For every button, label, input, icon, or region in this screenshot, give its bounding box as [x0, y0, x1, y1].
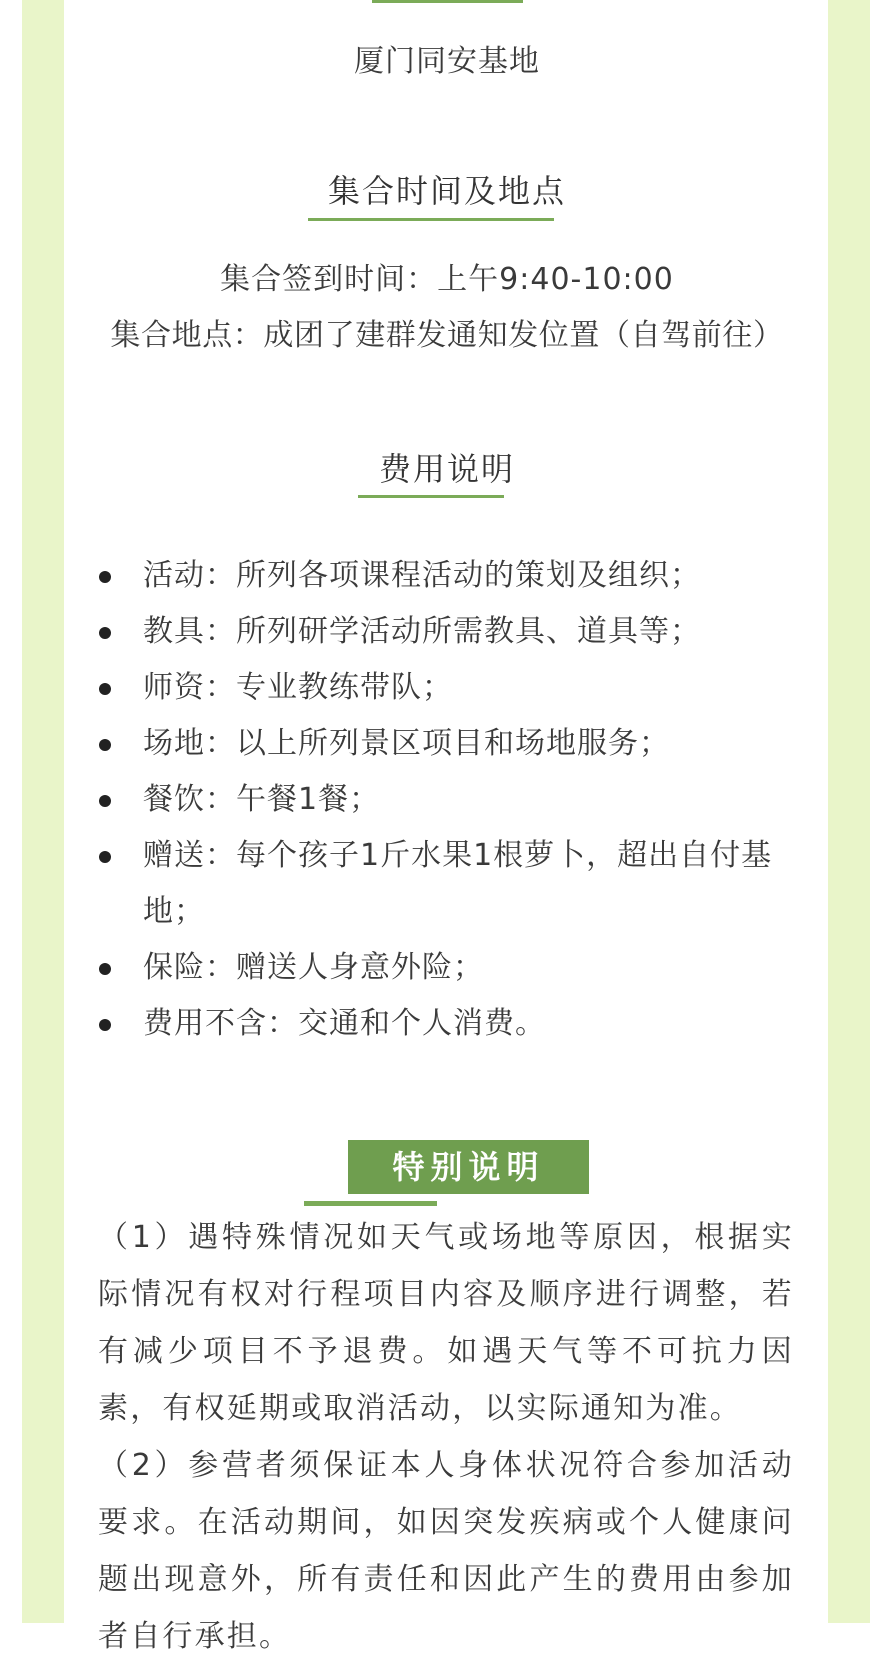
- bullet-icon: [99, 963, 111, 975]
- bullet-icon: [99, 795, 111, 807]
- list-item: 场地：以上所列景区项目和场地服务；: [96, 716, 796, 772]
- special-title-underline: [304, 1201, 437, 1206]
- bullet-icon: [99, 683, 111, 695]
- assembly-title-underline: [308, 218, 554, 221]
- fees-section-title: 费用说明: [378, 450, 515, 488]
- fees-list: [96, 548, 796, 1052]
- list-item: 餐饮：午餐1餐；: [96, 772, 796, 828]
- left-side-band: [22, 0, 64, 1623]
- fees-title-underline: [358, 495, 504, 498]
- list-item: 赠送：每个孩子1斤水果1根萝卜，超出自付基地；: [96, 828, 796, 940]
- right-side-band: [828, 0, 870, 1623]
- assembly-section-title: 集合时间及地点: [327, 172, 566, 210]
- list-item: 活动：所列各项课程活动的策划及组织；: [96, 548, 796, 604]
- top-divider: [372, 0, 523, 3]
- list-item: 保险：赠送人身意外险；: [96, 940, 796, 996]
- assembly-time: 集合签到时间：上午9:40-10:00: [220, 262, 674, 297]
- assembly-place: 集合地点：成团了建群发通知发位置（自驾前往）: [110, 318, 784, 353]
- special-section-title: 特别说明: [348, 1140, 589, 1194]
- list-item: 教具：所列研学活动所需教具、道具等；: [96, 604, 796, 660]
- special-paragraph-1: （1）遇特殊情况如天气或场地等原因，根据实际情况有权对行程项目内容及顺序进行调整，若有减少项目不予退费。如遇天气等不可抗力因素，有权延期或取消活动，以实际通知为准。: [98, 1220, 794, 1426]
- bullet-icon: [99, 739, 111, 751]
- bullet-icon: [99, 1019, 111, 1031]
- list-item: 费用不含：交通和个人消费。: [96, 996, 796, 1052]
- special-paragraph-2: （2）参营者须保证本人身体状况符合参加活动要求。在活动期间，如因突发疾病或个人健康问题出现意外，所有责任和因此产生的费用由参加者自行承担。: [98, 1448, 794, 1654]
- list-item: 师资：专业教练带队；: [96, 660, 796, 716]
- bullet-icon: [99, 851, 111, 863]
- base-name: 厦门同安基地: [354, 44, 540, 79]
- bullet-icon: [99, 627, 111, 639]
- bullet-icon: [99, 571, 111, 583]
